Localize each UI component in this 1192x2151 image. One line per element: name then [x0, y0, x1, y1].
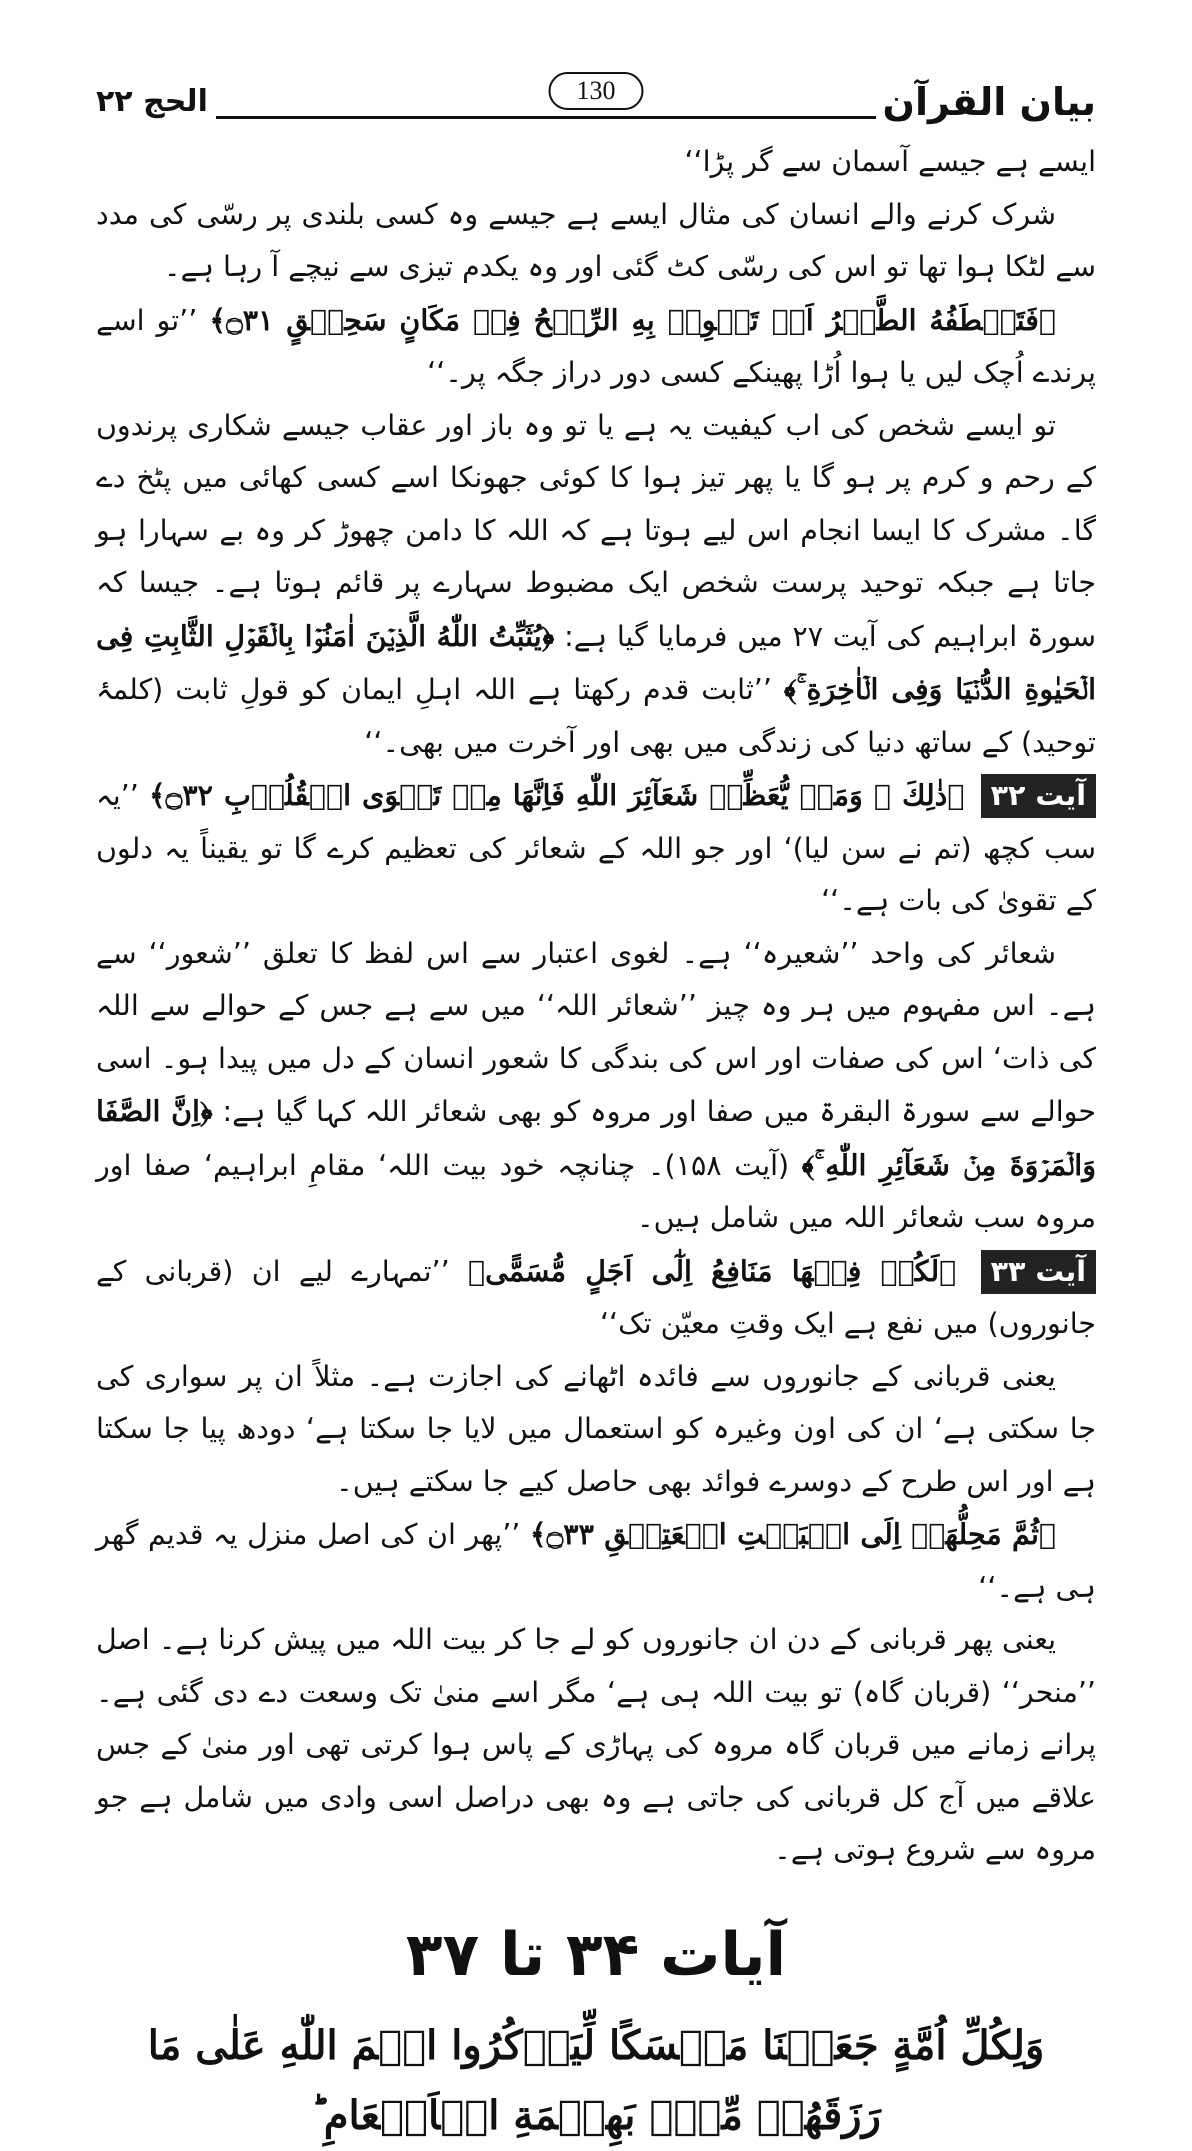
arabic-verse: ﴿لَكُمۡ فِيۡهَا مَنَافِعُ اِلٰٓى اَجَلٍ مُّسَمًّى﴾ — [468, 1253, 957, 1288]
translation: ’’ثابت قدم رکھتا ہے اللہ اہلِ ایمان کو قولِ ثابت (کلمۂ توحید) کے ساتھ دنیا کی زندگی میں بھی اور آخرت میں بھی۔‘‘ — [96, 673, 1096, 759]
ayat-label: آیت ۳۲ — [981, 774, 1096, 818]
paragraph-text: (آیت ۱۵۸)۔ چنانچہ خود بیت اللہ‘ مقامِ ابراہیم‘ صفا اور مروہ سب شعائر اللہ میں شامل ہیں۔ — [96, 1148, 1096, 1234]
arabic-verse: ﴿فَتَخۡطَفُهُ الطَّيۡرُ اَوۡ تَهۡوِیۡ بِهِ الرِّيۡحُ فِیۡ مَكَانٍ سَحِيۡقٍ ۝۳۱﴾ — [209, 302, 1056, 337]
ayat-paragraph — [96, 1245, 1096, 1351]
paragraph — [96, 400, 1096, 770]
arabic-verse: ﴿ذٰلِكَ ۗ وَمَنۡ يُّعَظِّمۡ شَعَآئِرَ اللّٰهِ فَاِنَّهَا مِنۡ تَقۡوَى الۡقُلُوۡبِ ۝۳۲﴾ — [148, 778, 965, 812]
translation: ’’تمہارے لیے ان (قربانی کے جانوروں) میں نفع ہے ایک وقتِ معیّن تک‘‘ — [96, 1254, 1096, 1340]
ayat-label: آیت ۳۳ — [981, 1250, 1096, 1294]
page-number: 130 — [549, 72, 644, 110]
arabic-verse: ﴿ثُمَّ مَحِلُّهَاۤ اِلَى الۡبَيۡتِ الۡعَتِيۡقِ ۝۳۳﴾ — [529, 1517, 1056, 1551]
page-header — [96, 76, 1096, 136]
paragraph-text: شعائر کی واحد ’’شعیرہ‘‘ ہے۔ لغوی اعتبار سے اس لفظ کا تعلق ’’شعور‘‘ سے ہے۔ اس مفہوم میں ہر وہ چیز ’’شعائر اللہ‘‘ میں سے ہے جس کے حوالے سے اللہ کی ذات‘ اس کی صفات اور اس کی بندگی کا شعور انسان کے دل میں پیدا ہو۔ اسی حوالے سے سورۃ البقرۃ میں صفا اور مروہ کو بھی شعائر اللہ کہا گیا ہے: — [96, 936, 1097, 1128]
paragraph-text: تو ایسے شخص کی اب کیفیت یہ ہے یا تو وہ باز اور عقاب جیسے شکاری پرندوں کے رحم و کرم پر ہو گا یا پھر تیز ہوا کا کوئی جھونکا اسے کسی کھائی میں پٹخ دے گا۔ مشرک کا ایسا انجام اس لیے ہوتا ہے کہ اللہ کا دامن چھوڑ کر وہ بے سہارا ہو جاتا ہے جبکہ توحید پرست شخص ایک مضبوط سہارے پر قائم ہوتا ہے۔ جیسا کہ سورۃ ابراہیم کی آیت ۲۷ میں فرمایا گیا ہے: — [96, 408, 1096, 653]
paragraph — [96, 928, 1096, 1245]
section-heading: آیات ۳۴ تا ۳۷ — [405, 1919, 787, 1990]
paragraph: یعنی قربانی کے جانوروں سے فائدہ اٹھانے کی اجازت ہے۔ مثلاً ان پر سواری کی جا سکتی ہے‘ ان کی اون وغیرہ کو استعمال میں لایا جا سکتا ہے‘ دودھ پیا جا سکتا ہے اور اس طرح کے دوسرے فوائد بھی حاصل کیے جا سکتے ہیں۔ — [96, 1359, 1096, 1498]
quran-verse: وَلِكُلِّ اُمَّةٍ جَعَلۡنَا مَنۡسَكًا لِّيَذۡكُرُوا اسۡمَ اللّٰهِ عَلٰى مَا رَزَقَهُمۡ مِّنۡۢ بَهِيۡمَةِ الۡاَنۡعَامِ ؕ — [147, 2021, 1045, 2139]
translation: ’’یہ سب کچھ (تم نے سن لیا)‘ اور جو اللہ کے شعائر کی تعظیم کرے گا تو یقیناً یہ دلوں کے تقویٰ کی بات ہے۔‘‘ — [96, 779, 1096, 917]
header-rule — [216, 116, 876, 119]
arabic-verse: ﴿يُثَبِّتُ اللّٰهُ الَّذِيۡنَ اٰمَنُوۡا بِالۡقَوۡلِ الثَّابِتِ فِی الۡحَيٰوةِ الدُّنۡيَا وَفِی الۡاٰخِرَةِ ۚ﴾ — [96, 618, 1096, 706]
surah-name: الحج ۲۲ — [96, 84, 208, 119]
book-title: بیان القرآن — [882, 80, 1096, 124]
paragraph: یعنی پھر قربانی کے دن ان جانوروں کو لے جا کر بیت اللہ میں پیش کرنا ہے۔ اصل ’’منحر‘‘ (قربان گاہ) تو بیت اللہ ہی ہے‘ مگر اسے منیٰ تک وسعت دے دی گئی ہے۔ پرانے زمانے میں قربان گاہ مروہ کی پہاڑی کے پاس ہوا کرتی تھی اور منیٰ کے جس علاقے میں آج کل قربانی کی جاتی ہے وہ بھی دراصل اسی وادی میں شامل ہے جو مروہ سے شروع ہوتی ہے۔ — [96, 1623, 1096, 1866]
translation: ’’تو اسے پرندے اُچک لیں یا ہوا اُڑا پھینکے کسی دور دراز جگہ پر۔‘‘ — [96, 303, 1096, 389]
verse-paragraph — [96, 294, 1096, 400]
verse-paragraph — [96, 1508, 1096, 1614]
arabic-verse: ﴿اِنَّ الصَّفَا وَالۡمَرۡوَةَ مِنۡ شَعَآئِرِ اللّٰهِ ۚ﴾ — [96, 1094, 1096, 1182]
translation: ’’پھر ان کی اصل منزل یہ قدیم گھر ہی ہے۔‘‘ — [96, 1518, 1096, 1604]
paragraph: شرک کرنے والے انسان کی مثال ایسے ہے جیسے وہ کسی بلندی پر رسّی کی مدد سے لٹکا ہوا تھا تو اس کی رسّی کٹ گئی اور وہ یکدم تیزی سے نیچے آ رہا ہے۔ — [96, 197, 1096, 283]
paragraph: ایسے ہے جیسے آسمان سے گر پڑا‘‘ — [684, 145, 1096, 178]
page-body — [96, 136, 1096, 1877]
ayat-paragraph — [96, 769, 1096, 928]
